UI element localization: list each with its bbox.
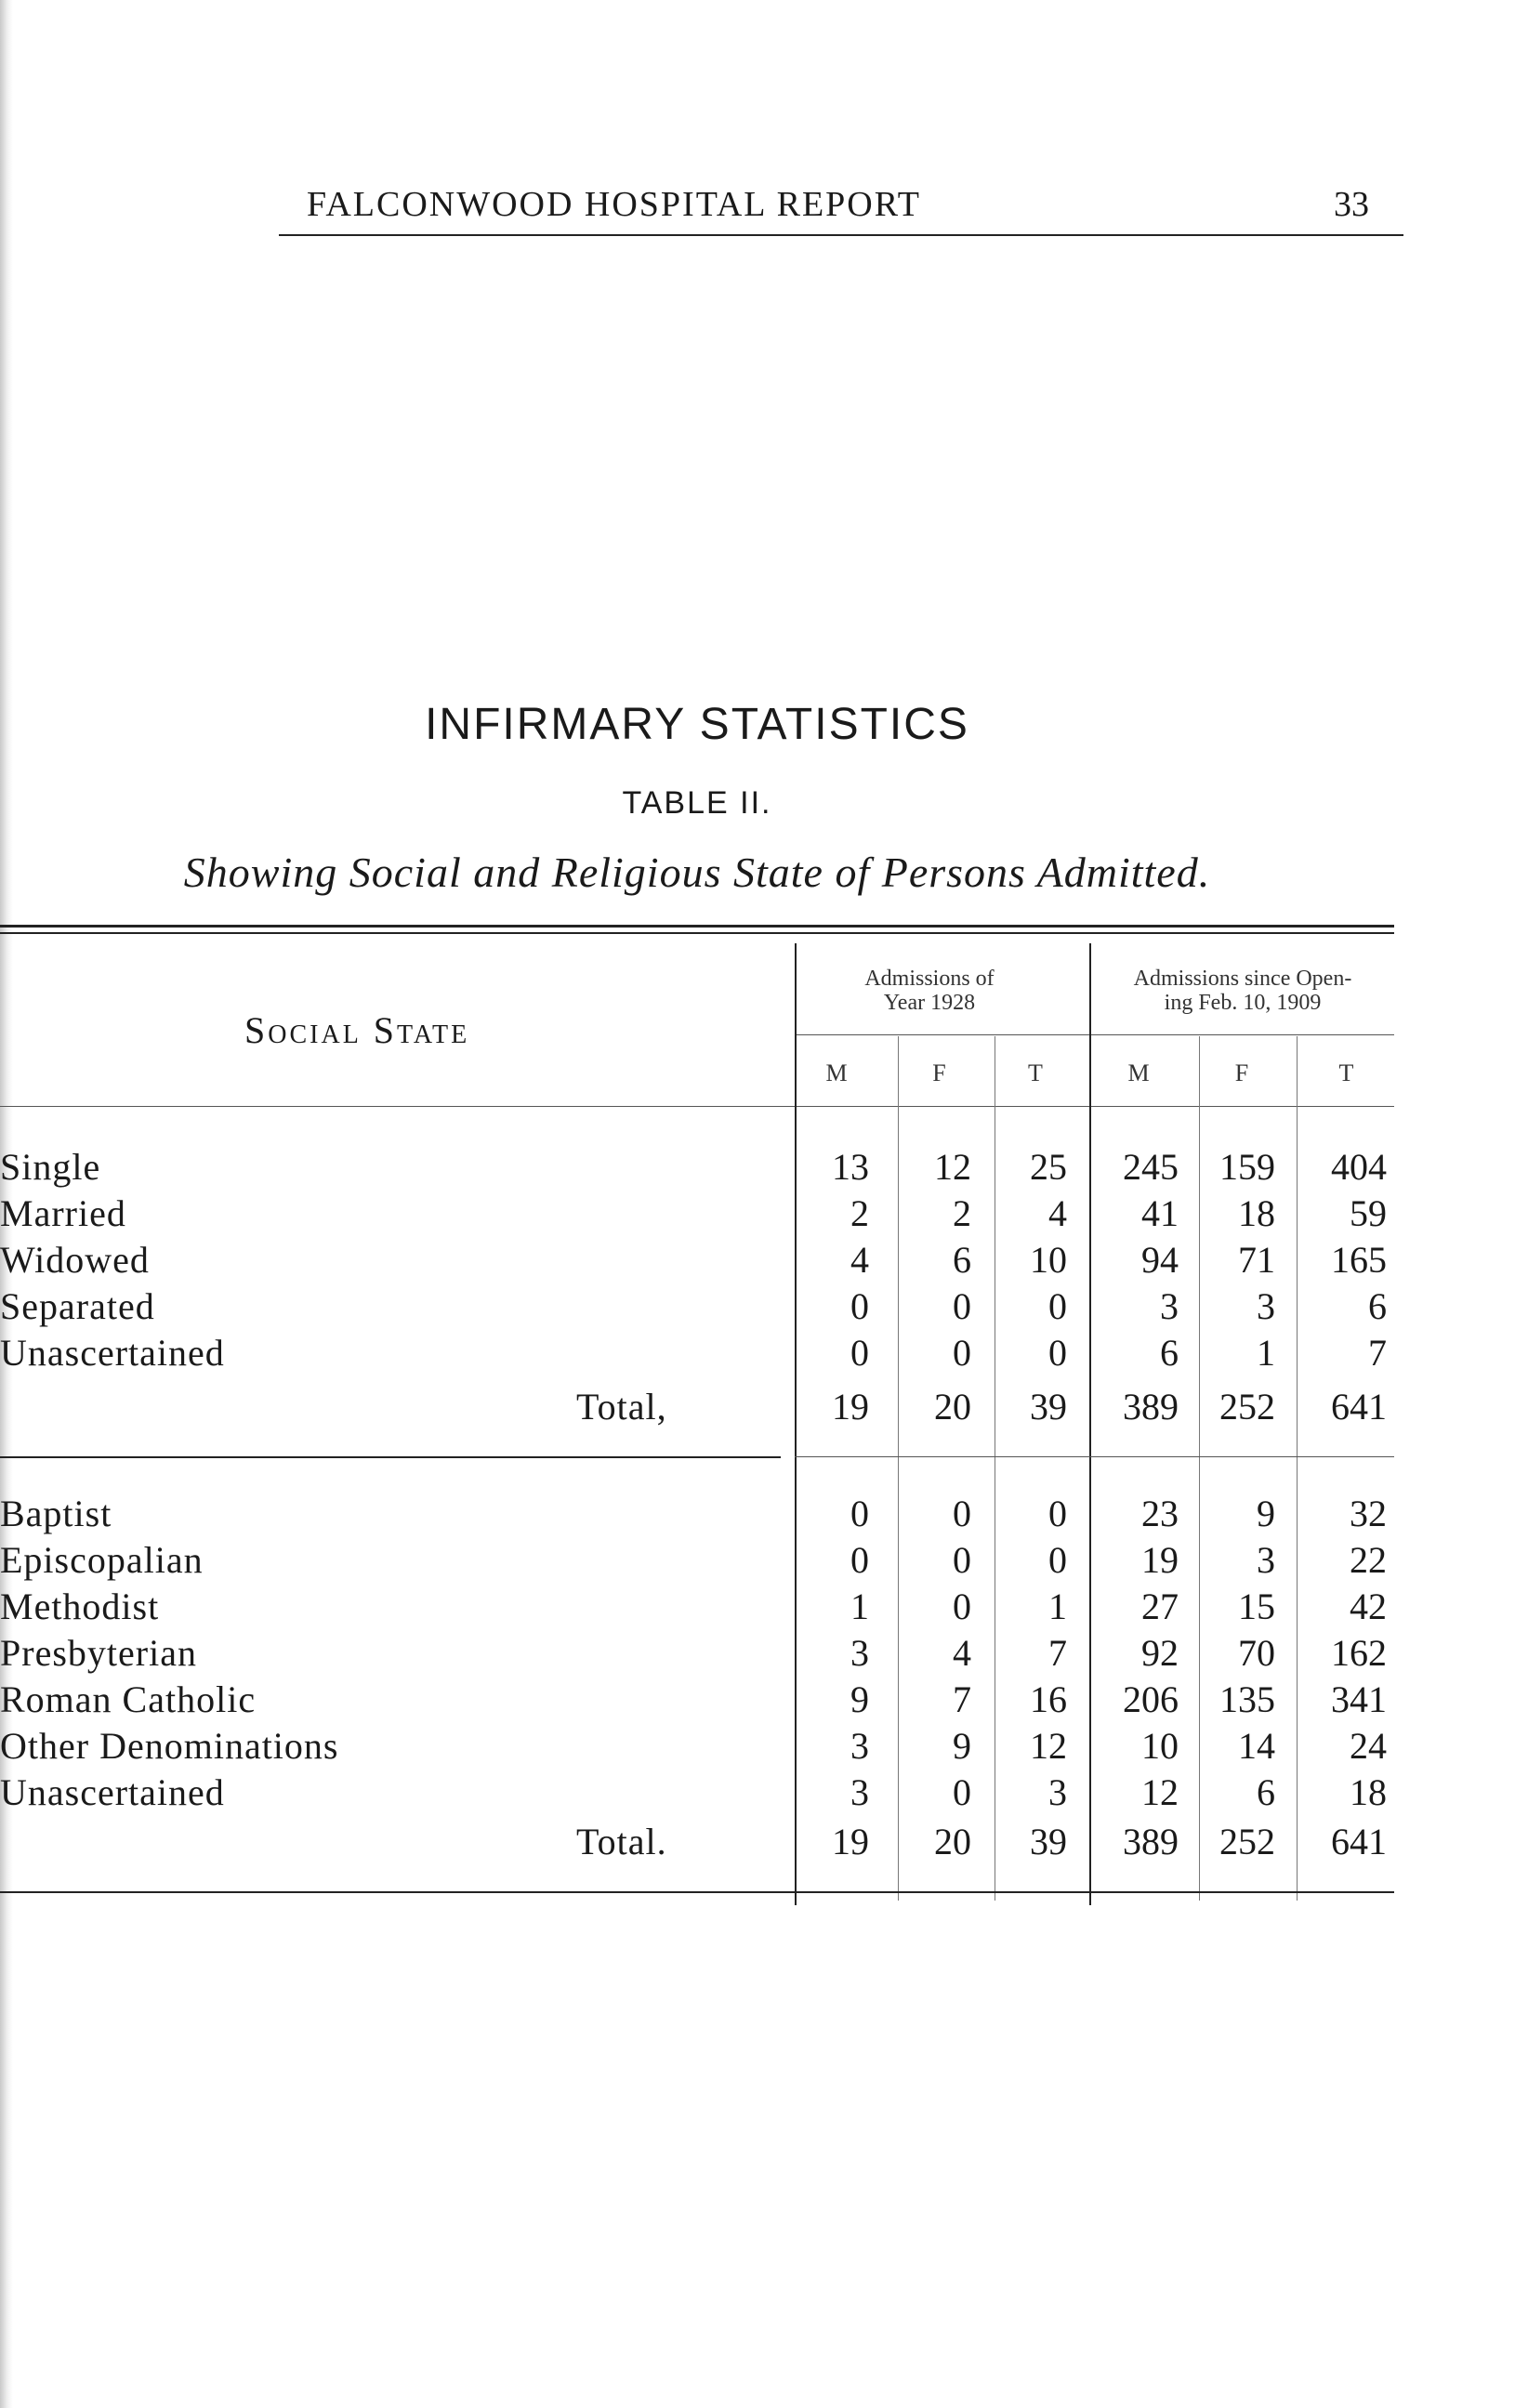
table-cell: 7 [1368,1332,1387,1374]
table-cell: 6 [1257,1771,1275,1813]
table-cell: 404 [1331,1146,1387,1188]
table-top-rule-second [0,932,1394,934]
table-cell: 94 [1141,1239,1179,1281]
header-rule [279,234,1403,236]
row-label: Methodist [0,1586,160,1627]
table-cell: 6 [1368,1285,1387,1327]
table-cell: 165 [1331,1239,1387,1281]
table-cell: 42 [1350,1586,1387,1627]
table-cell: 0 [1048,1285,1067,1327]
section-title: INFIRMARY STATISTICS [425,700,969,749]
total-cell: 19 [832,1386,869,1428]
table-cell: 32 [1350,1493,1387,1534]
table-cell: 70 [1238,1632,1275,1674]
total-cell: 389 [1123,1821,1179,1862]
table-cell: 3 [1048,1771,1067,1813]
table-cell: 0 [953,1771,971,1813]
table-cell: 4 [1048,1192,1067,1234]
section-divider-rule [0,1456,781,1458]
table-bottom-rule [0,1891,1394,1893]
group-header-year [795,967,1064,1015]
row-label: Roman Catholic [0,1678,257,1720]
table-cell: 10 [1030,1239,1067,1281]
header-bottom-rule [0,1106,1394,1107]
row-label: Separated [0,1285,155,1327]
table-cell: 25 [1030,1146,1067,1188]
row-label: Presbyterian [0,1632,197,1674]
table-cell: 15 [1238,1586,1275,1627]
table-cell: 3 [850,1632,869,1674]
table-cell: 0 [1048,1539,1067,1581]
total-label: Total, [576,1386,667,1428]
column-header: M [825,1059,848,1086]
table-cell: 23 [1141,1493,1179,1534]
column-header: F [932,1059,946,1086]
table-cell: 7 [953,1678,971,1720]
table-cell: 159 [1219,1146,1275,1188]
group-header-since-line2: ing Feb. 10, 1909 [1164,991,1322,1015]
table-cell: 9 [850,1678,869,1720]
table-cell: 2 [953,1192,971,1234]
table-cell: 0 [953,1493,971,1534]
table-cell: 0 [850,1285,869,1327]
table-cell: 19 [1141,1539,1179,1581]
row-label: Baptist [0,1493,112,1534]
table-cell: 3 [850,1725,869,1767]
total-cell: 641 [1331,1386,1387,1428]
total-cell: 19 [832,1821,869,1862]
table-cell: 9 [1257,1493,1275,1534]
table-cell: 12 [1030,1725,1067,1767]
total-label: Total. [576,1821,667,1862]
table-cell: 3 [850,1771,869,1813]
table-cell: 10 [1141,1725,1179,1767]
table-cell: 12 [934,1146,971,1188]
table-cell: 0 [953,1586,971,1627]
page-number: 33 [1334,185,1369,224]
table-cell: 341 [1331,1678,1387,1720]
row-label: Widowed [0,1239,150,1281]
table-caption: Showing Social and Religious State of Persons Admitted. [183,849,1211,896]
total-cell: 39 [1030,1821,1067,1862]
table-cell: 245 [1123,1146,1179,1188]
col-divider-1 [898,1036,899,1901]
total-cell: 39 [1030,1386,1067,1428]
table-cell: 0 [1048,1332,1067,1374]
table-cell: 24 [1350,1725,1387,1767]
row-label: Unascertained [0,1332,225,1374]
table-cell: 2 [850,1192,869,1234]
row-label: Married [0,1192,126,1234]
group-header-since-opening [1089,967,1396,1015]
table-cell: 92 [1141,1632,1179,1674]
group-header-since-line1: Admissions since Open- [1133,967,1352,991]
table-cell: 22 [1350,1539,1387,1581]
table-cell: 59 [1350,1192,1387,1234]
table-cell: 162 [1331,1632,1387,1674]
table-cell: 1 [1257,1332,1275,1374]
table-cell: 18 [1238,1192,1275,1234]
table-cell: 27 [1141,1586,1179,1627]
table-top-rule [0,925,1394,928]
group-header-year-line1: Admissions of [864,967,995,991]
column-header: T [1338,1059,1354,1086]
section-divider-rule-right [795,1456,1394,1457]
table-cell: 0 [850,1539,869,1581]
table-cell: 9 [953,1725,971,1767]
table-cell: 3 [1257,1539,1275,1581]
total-cell: 20 [934,1386,971,1428]
table-cell: 14 [1238,1725,1275,1767]
stub-header: Social State [244,1009,470,1051]
table-cell: 6 [1160,1332,1179,1374]
table-cell: 0 [953,1285,971,1327]
group-header-year-line2: Year 1928 [883,991,976,1015]
table-cell: 18 [1350,1771,1387,1813]
running-title: FALCONWOOD HOSPITAL REPORT [307,185,922,224]
table-cell: 206 [1123,1678,1179,1720]
table-cell: 13 [832,1146,869,1188]
table-cell: 3 [1257,1285,1275,1327]
table-cell: 1 [1048,1586,1067,1627]
table-cell: 4 [850,1239,869,1281]
table-cell: 71 [1238,1239,1275,1281]
table-cell: 0 [850,1332,869,1374]
table-cell: 16 [1030,1678,1067,1720]
table-cell: 0 [1048,1493,1067,1534]
table-cell: 3 [1160,1285,1179,1327]
col-divider-5 [1297,1036,1298,1901]
table-cell: 41 [1141,1192,1179,1234]
table-cell: 12 [1141,1771,1179,1813]
table-cell: 0 [850,1493,869,1534]
col-divider-4 [1199,1036,1200,1901]
total-cell: 389 [1123,1386,1179,1428]
group-header-rule [795,1034,1394,1035]
total-cell: 641 [1331,1821,1387,1862]
total-cell: 252 [1219,1821,1275,1862]
row-label: Episcopalian [0,1539,204,1581]
table-cell: 135 [1219,1678,1275,1720]
statistics-table [0,925,1394,1910]
row-label: Unascertained [0,1771,225,1813]
row-label: Other Denominations [0,1725,339,1767]
table-cell: 0 [953,1332,971,1374]
table-cell: 7 [1048,1632,1067,1674]
column-header: T [1028,1059,1043,1086]
total-cell: 20 [934,1821,971,1862]
table-cell: 4 [953,1632,971,1674]
row-label: Single [0,1146,101,1188]
table-cell: 1 [850,1586,869,1627]
table-cell: 0 [953,1539,971,1581]
column-header: M [1127,1059,1150,1086]
table-cell: 6 [953,1239,971,1281]
table-label: TABLE II. [622,785,772,821]
column-header: F [1234,1059,1249,1086]
total-cell: 252 [1219,1386,1275,1428]
